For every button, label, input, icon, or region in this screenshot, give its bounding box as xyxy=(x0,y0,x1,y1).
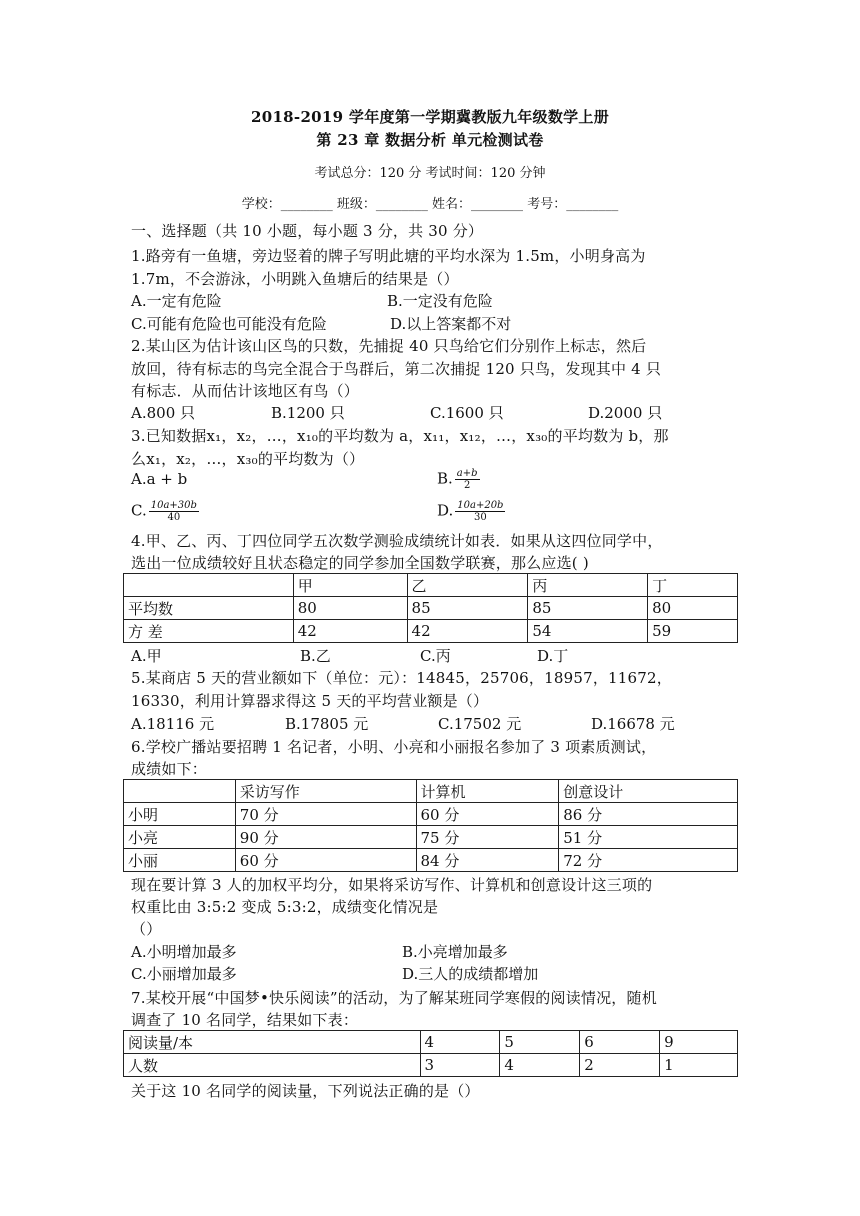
fraction-denominator: 40 xyxy=(167,512,181,523)
table-cell: 人数 xyxy=(124,1054,421,1077)
table-cell: 60 分 xyxy=(235,849,416,872)
student-info: 学校：________ 班级：________ 姓名：________ 考号：________ xyxy=(241,197,619,212)
table-cell: 平均数 xyxy=(124,597,294,620)
table-cell: 3 xyxy=(420,1054,500,1077)
table-cell xyxy=(124,780,236,803)
q3-option-b xyxy=(437,468,480,491)
table-cell: 85 xyxy=(407,597,528,620)
table-cell: 59 xyxy=(648,620,738,643)
fraction-numerator: 10a+30b xyxy=(150,500,197,511)
table-cell: 计算机 xyxy=(416,780,559,803)
q3-option-d-fraction xyxy=(455,500,505,523)
q3-option-b-prefix: B. xyxy=(437,469,453,488)
table-cell: 小明 xyxy=(124,803,236,826)
q6-option-c: C.小丽增加最多 xyxy=(131,965,237,983)
q1-option-c: C.可能有危险也可能没有危险 xyxy=(131,315,327,333)
table-cell: 乙 xyxy=(407,574,528,597)
table-cell: 60 分 xyxy=(416,803,559,826)
table-row xyxy=(124,803,738,826)
table-cell: 75 分 xyxy=(416,826,559,849)
table-cell: 72 分 xyxy=(559,849,738,872)
table-header-row xyxy=(124,1031,738,1054)
table-cell: 51 分 xyxy=(559,826,738,849)
table-cell: 丙 xyxy=(528,574,648,597)
table-cell: 小亮 xyxy=(124,826,236,849)
q7-reading-table xyxy=(123,1030,738,1077)
fraction-numerator: a+b xyxy=(456,468,478,479)
q6-text-line5: （） xyxy=(131,920,162,938)
table-row xyxy=(124,826,738,849)
table-cell: 80 xyxy=(293,597,407,620)
q6-option-d: D.三人的成绩都增加 xyxy=(402,965,539,983)
q3-option-b-fraction xyxy=(455,468,480,491)
table-cell: 4 xyxy=(500,1054,580,1077)
table-row xyxy=(124,620,738,643)
q3-option-c-fraction xyxy=(149,500,199,523)
q1-text-line2: 1.7m，不会游泳，小明跳入鱼塘后的结果是（） xyxy=(131,270,459,288)
table-cell: 4 xyxy=(420,1031,500,1054)
table-header-row xyxy=(124,574,738,597)
q2-option-d: D.2000 只 xyxy=(588,404,663,422)
q1-option-d: D.以上答案都不对 xyxy=(390,315,512,333)
table-cell: 80 xyxy=(648,597,738,620)
q5-option-d: D.16678 元 xyxy=(591,715,675,733)
q2-text-line2: 放回，待有标志的鸟完全混合于鸟群后，第二次捕捉 120 只鸟，发现其中 4 只 xyxy=(131,360,662,378)
q5-text-line2: 16330，利用计算器求得这 5 天的平均营业额是（） xyxy=(131,692,489,710)
q3-option-a: A.a + b xyxy=(131,470,188,488)
q1-option-b: B.一定没有危险 xyxy=(387,292,493,310)
q5-text-line1: 5.某商店 5 天的营业额如下（单位：元）：14845，25706，18957，11672， xyxy=(131,669,672,687)
table-cell: 84 分 xyxy=(416,849,559,872)
exam-title: 2018-2019 学年度第一学期冀教版九年级数学上册 xyxy=(250,108,610,126)
q4-option-a: A.甲 xyxy=(131,647,162,665)
table-cell: 5 xyxy=(500,1031,580,1054)
section-heading: 一、选择题（共 10 小题，每小题 3 分，共 30 分） xyxy=(131,222,484,240)
table-row xyxy=(124,1054,738,1077)
table-row xyxy=(124,597,738,620)
q3-option-c xyxy=(131,500,199,523)
table-cell: 70 分 xyxy=(235,803,416,826)
q6-option-b: B.小亮增加最多 xyxy=(402,943,508,961)
q2-option-c: C.1600 只 xyxy=(430,404,504,422)
q6-text-line4: 权重比由 3:5:2 变成 5:3:2，成绩变化情况是 xyxy=(131,898,439,916)
table-cell: 1 xyxy=(660,1054,738,1077)
q2-text-line1: 2.某山区为估计该山区鸟的只数，先捕捉 40 只鸟给它们分别作上标志，然后 xyxy=(131,337,647,355)
q7-text-line2: 调查了 10 名同学，结果如下表： xyxy=(131,1011,359,1029)
table-cell: 丁 xyxy=(648,574,738,597)
table-cell: 6 xyxy=(580,1031,660,1054)
table-cell: 小丽 xyxy=(124,849,236,872)
q4-option-b: B.乙 xyxy=(300,647,331,665)
table-cell: 9 xyxy=(660,1031,738,1054)
fraction-denominator: 2 xyxy=(463,480,471,491)
table-cell: 2 xyxy=(580,1054,660,1077)
table-cell xyxy=(124,574,294,597)
q4-text-line2: 选出一位成绩较好且状态稳定的同学参加全国数学联赛，那么应选( ) xyxy=(131,554,589,572)
table-cell: 90 分 xyxy=(235,826,416,849)
table-cell: 42 xyxy=(407,620,528,643)
q3-option-d xyxy=(437,500,505,523)
q6-text-line3: 现在要计算 3 人的加权平均分，如果将采访写作、计算机和创意设计这三项的 xyxy=(131,876,653,894)
q4-text-line1: 4.甲、乙、丙、丁四位同学五次数学测验成绩统计如表．如果从这四位同学中， xyxy=(131,532,663,550)
table-cell: 85 xyxy=(528,597,648,620)
q3-text-line1: 3.已知数据x₁，x₂，…，x₁₀的平均数为 a，x₁₁，x₁₂，…，x₃₀的平均数为 b，那 xyxy=(131,427,669,445)
table-row xyxy=(124,849,738,872)
q6-score-table xyxy=(123,779,738,872)
fraction-numerator: 10a+20b xyxy=(457,500,504,511)
q1-text-line1: 1.路旁有一鱼塘，旁边竖着的牌子写明此塘的平均水深为 1.5m，小明身高为 xyxy=(131,247,646,265)
q7-text-line3: 关于这 10 名同学的阅读量，下列说法正确的是（） xyxy=(131,1082,480,1100)
q5-option-a: A.18116 元 xyxy=(131,715,215,733)
table-cell: 甲 xyxy=(293,574,407,597)
table-cell: 42 xyxy=(293,620,407,643)
q2-option-b: B.1200 只 xyxy=(271,404,345,422)
q2-text-line3: 有标志．从而估计该地区有鸟（） xyxy=(131,382,360,400)
exam-info: 考试总分：120 分 考试时间：120 分钟 xyxy=(314,166,546,181)
q7-text-line1: 7.某校开展“中国梦•快乐阅读”的活动，为了解某班同学寒假的阅读情况，随机 xyxy=(131,989,657,1007)
q4-option-d: D.丁 xyxy=(537,647,569,665)
q4-option-c: C.丙 xyxy=(420,647,451,665)
q2-option-a: A.800 只 xyxy=(131,404,195,422)
q6-text-line1: 6.学校广播站要招聘 1 名记者，小明、小亮和小丽报名参加了 3 项素质测试， xyxy=(131,738,657,756)
table-cell: 创意设计 xyxy=(559,780,738,803)
q3-option-d-prefix: D. xyxy=(437,501,454,520)
table-cell: 采访写作 xyxy=(235,780,416,803)
q3-option-c-prefix: C. xyxy=(131,501,147,520)
table-cell: 方 差 xyxy=(124,620,294,643)
q5-option-b: B.17805 元 xyxy=(285,715,369,733)
q6-text-line2: 成绩如下： xyxy=(131,760,208,778)
table-cell: 86 分 xyxy=(559,803,738,826)
exam-subtitle: 第 23 章 数据分析 单元检测试卷 xyxy=(316,131,544,149)
table-cell: 阅读量/本 xyxy=(124,1031,421,1054)
q4-score-table xyxy=(123,573,738,643)
q1-option-a: A.一定有危险 xyxy=(131,292,222,310)
table-cell: 54 xyxy=(528,620,648,643)
q5-option-c: C.17502 元 xyxy=(438,715,522,733)
q6-option-a: A.小明增加最多 xyxy=(131,943,237,961)
table-header-row xyxy=(124,780,738,803)
fraction-denominator: 30 xyxy=(474,512,487,523)
q3-text-line2: 么x₁，x₂，…，x₃₀的平均数为（） xyxy=(131,450,365,468)
